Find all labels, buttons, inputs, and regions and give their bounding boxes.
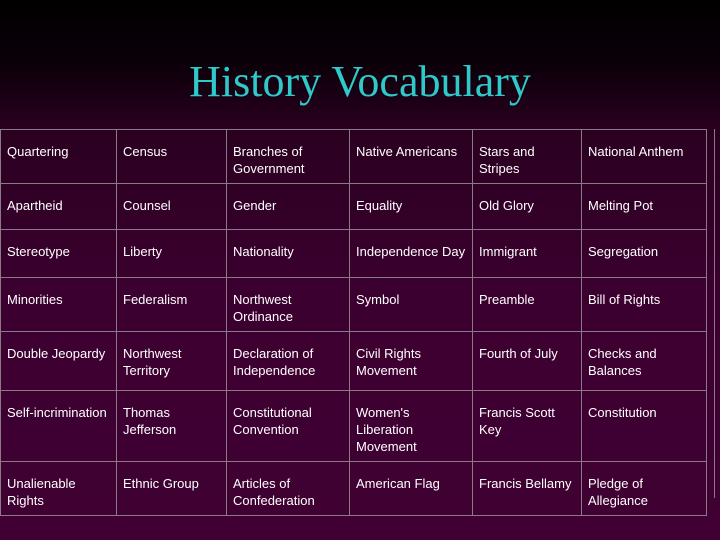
table-cell: Stereotype <box>1 230 117 278</box>
table-cell: Nationality <box>227 230 350 278</box>
table-cell: Preamble <box>473 278 582 332</box>
table-cell: Civil Rights Movement <box>350 332 473 391</box>
table-cell: Liberty <box>117 230 227 278</box>
table-cell: Articles of Confederation <box>227 462 350 516</box>
table-cell: Old Glory <box>473 184 582 230</box>
table-cell: Federalism <box>117 278 227 332</box>
table-cell: Native Americans <box>350 130 473 184</box>
table-cell: Northwest Territory <box>117 332 227 391</box>
table-cell: National Anthem <box>582 130 707 184</box>
table-cell: Self-incrimination <box>1 391 117 462</box>
table-row <box>1 184 707 230</box>
table-cell: Independence Day <box>350 230 473 278</box>
table-cell: Women's Liberation Movement <box>350 391 473 462</box>
table-cell: Quartering <box>1 130 117 184</box>
vocabulary-table <box>0 129 707 516</box>
table-cell: Pledge of Allegiance <box>582 462 707 516</box>
table-row <box>1 230 707 278</box>
table-cell: Constitutional Convention <box>227 391 350 462</box>
table-cell: Northwest Ordinance <box>227 278 350 332</box>
table-border-line <box>714 129 715 498</box>
table-cell: Francis Scott Key <box>473 391 582 462</box>
table-cell: Double Jeopardy <box>1 332 117 391</box>
table-cell: Branches of Government <box>227 130 350 184</box>
table-row <box>1 332 707 391</box>
table-cell: Segregation <box>582 230 707 278</box>
table-cell: Counsel <box>117 184 227 230</box>
table-cell: Apartheid <box>1 184 117 230</box>
table-row <box>1 130 707 184</box>
table-cell: Francis Bellamy <box>473 462 582 516</box>
table-cell: Stars and Stripes <box>473 130 582 184</box>
table-cell: Minorities <box>1 278 117 332</box>
table-row <box>1 391 707 462</box>
table-cell: Census <box>117 130 227 184</box>
table-row <box>1 462 707 516</box>
table-cell: Symbol <box>350 278 473 332</box>
table-cell: Unalienable Rights <box>1 462 117 516</box>
table-cell: Constitution <box>582 391 707 462</box>
table-cell: Melting Pot <box>582 184 707 230</box>
table-cell: Immigrant <box>473 230 582 278</box>
table-row <box>1 278 707 332</box>
table-cell: Thomas Jefferson <box>117 391 227 462</box>
table-cell: Fourth of July <box>473 332 582 391</box>
table-cell: American Flag <box>350 462 473 516</box>
table-cell: Gender <box>227 184 350 230</box>
table-cell: Ethnic Group <box>117 462 227 516</box>
table-cell: Declaration of Independence <box>227 332 350 391</box>
table-cell: Equality <box>350 184 473 230</box>
table-cell: Checks and Balances <box>582 332 707 391</box>
table-cell: Bill of Rights <box>582 278 707 332</box>
slide-title: History Vocabulary <box>189 57 531 106</box>
